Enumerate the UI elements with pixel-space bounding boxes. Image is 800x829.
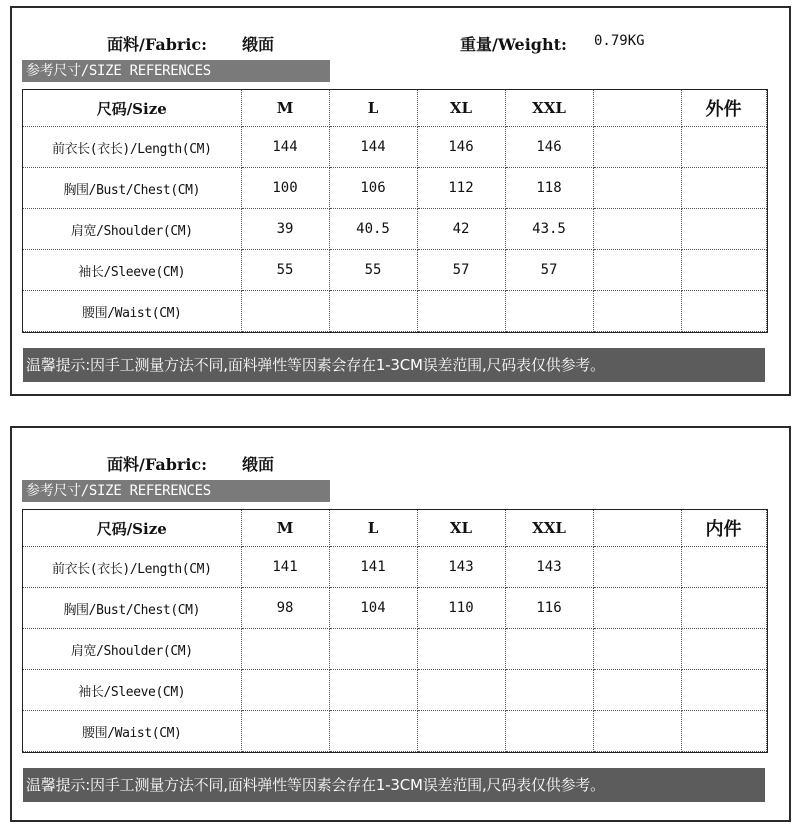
header-size-xl: XL [417, 90, 505, 127]
table-row [23, 670, 766, 711]
table-cell [681, 291, 766, 332]
table-header-row [23, 510, 766, 547]
table-cell [593, 629, 681, 670]
table-cell: 106 [329, 168, 417, 209]
table-cell: 141 [241, 547, 329, 588]
table-cell [593, 711, 681, 752]
row-label: 胸围/Bust/Chest(CM) [23, 168, 241, 209]
row-label: 袖长/Sleeve(CM) [23, 250, 241, 291]
fabric-label: 面料/Fabric: [107, 35, 208, 54]
header-size-xxl: XXL [505, 90, 593, 127]
row-label: 前衣长(衣长)/Length(CM) [23, 127, 241, 168]
table-cell: 110 [417, 588, 505, 629]
table-cell [681, 588, 766, 629]
table-row [23, 711, 766, 752]
row-label: 袖长/Sleeve(CM) [23, 670, 241, 711]
table-cell [681, 168, 766, 209]
weight-value: 0.79KG [594, 33, 645, 49]
table-cell [681, 711, 766, 752]
table-cell [681, 629, 766, 670]
table-row [23, 168, 766, 209]
table-cell [505, 670, 593, 711]
size-chart-card-inner [10, 426, 791, 822]
table-cell [241, 291, 329, 332]
header-size: 尺码/Size [23, 90, 241, 127]
table-cell: 144 [241, 127, 329, 168]
table-cell [417, 291, 505, 332]
table-cell [241, 629, 329, 670]
size-table [23, 90, 767, 332]
table-row [23, 209, 766, 250]
table-cell [417, 711, 505, 752]
header-garment-part: 内件 [681, 510, 766, 547]
table-cell [593, 250, 681, 291]
header-size-m: M [241, 510, 329, 547]
table-cell: 100 [241, 168, 329, 209]
table-cell [241, 670, 329, 711]
header-size-xxl: XXL [505, 510, 593, 547]
table-row [23, 291, 766, 332]
table-cell [329, 670, 417, 711]
row-label: 腰围/Waist(CM) [23, 291, 241, 332]
measurement-tip: 温馨提示:因手工测量方法不同,面料弹性等因素会存在1-3CM误差范围,尺码表仅供参考。 [23, 348, 765, 382]
table-cell: 39 [241, 209, 329, 250]
header-size-l: L [329, 90, 417, 127]
row-label: 肩宽/Shoulder(CM) [23, 629, 241, 670]
table-cell: 144 [329, 127, 417, 168]
table-cell [505, 291, 593, 332]
table-cell: 40.5 [329, 209, 417, 250]
table-cell [329, 711, 417, 752]
table-cell [417, 670, 505, 711]
fabric-header [12, 452, 789, 476]
fabric-label: 面料/Fabric: [107, 455, 208, 474]
header-empty [593, 510, 681, 547]
table-cell [593, 168, 681, 209]
table-cell [593, 670, 681, 711]
weight-label: 重量/Weight: [460, 35, 567, 54]
size-chart-card-outer [10, 6, 791, 396]
table-cell [329, 291, 417, 332]
table-row [23, 250, 766, 291]
header-size-xl: XL [417, 510, 505, 547]
table-cell: 141 [329, 547, 417, 588]
table-cell: 43.5 [505, 209, 593, 250]
table-cell [417, 629, 505, 670]
table-cell: 57 [505, 250, 593, 291]
table-cell [593, 209, 681, 250]
table-cell [681, 209, 766, 250]
table-cell [681, 127, 766, 168]
size-references-label: 参考尺寸/SIZE REFERENCES [22, 480, 330, 502]
header-size-m: M [241, 90, 329, 127]
table-header-row [23, 90, 766, 127]
table-cell: 143 [505, 547, 593, 588]
header-size: 尺码/Size [23, 510, 241, 547]
table-cell: 55 [329, 250, 417, 291]
table-cell [593, 127, 681, 168]
table-cell [241, 711, 329, 752]
table-cell [681, 547, 766, 588]
table-cell [593, 291, 681, 332]
table-row [23, 588, 766, 629]
table-cell [681, 250, 766, 291]
table-cell: 116 [505, 588, 593, 629]
table-cell: 143 [417, 547, 505, 588]
table-cell: 57 [417, 250, 505, 291]
table-cell: 146 [505, 127, 593, 168]
header-garment-part: 外件 [681, 90, 766, 127]
table-row [23, 547, 766, 588]
table-cell [505, 629, 593, 670]
row-label: 腰围/Waist(CM) [23, 711, 241, 752]
size-table [23, 510, 767, 752]
table-cell: 118 [505, 168, 593, 209]
table-cell [593, 547, 681, 588]
fabric-value: 缎面 [242, 35, 275, 54]
table-cell: 104 [329, 588, 417, 629]
header-size-l: L [329, 510, 417, 547]
table-cell: 98 [241, 588, 329, 629]
measurement-tip: 温馨提示:因手工测量方法不同,面料弹性等因素会存在1-3CM误差范围,尺码表仅供参考。 [23, 768, 765, 802]
table-row [23, 629, 766, 670]
row-label: 肩宽/Shoulder(CM) [23, 209, 241, 250]
table-cell [329, 629, 417, 670]
table-row [23, 127, 766, 168]
table-cell: 55 [241, 250, 329, 291]
size-references-label: 参考尺寸/SIZE REFERENCES [22, 60, 330, 82]
table-cell [681, 670, 766, 711]
row-label: 胸围/Bust/Chest(CM) [23, 588, 241, 629]
header-empty [593, 90, 681, 127]
table-cell: 146 [417, 127, 505, 168]
fabric-value: 缎面 [242, 455, 275, 474]
table-cell [593, 588, 681, 629]
table-cell [505, 711, 593, 752]
table-cell: 112 [417, 168, 505, 209]
table-cell: 42 [417, 209, 505, 250]
fabric-weight-header [12, 32, 789, 56]
row-label: 前衣长(衣长)/Length(CM) [23, 547, 241, 588]
